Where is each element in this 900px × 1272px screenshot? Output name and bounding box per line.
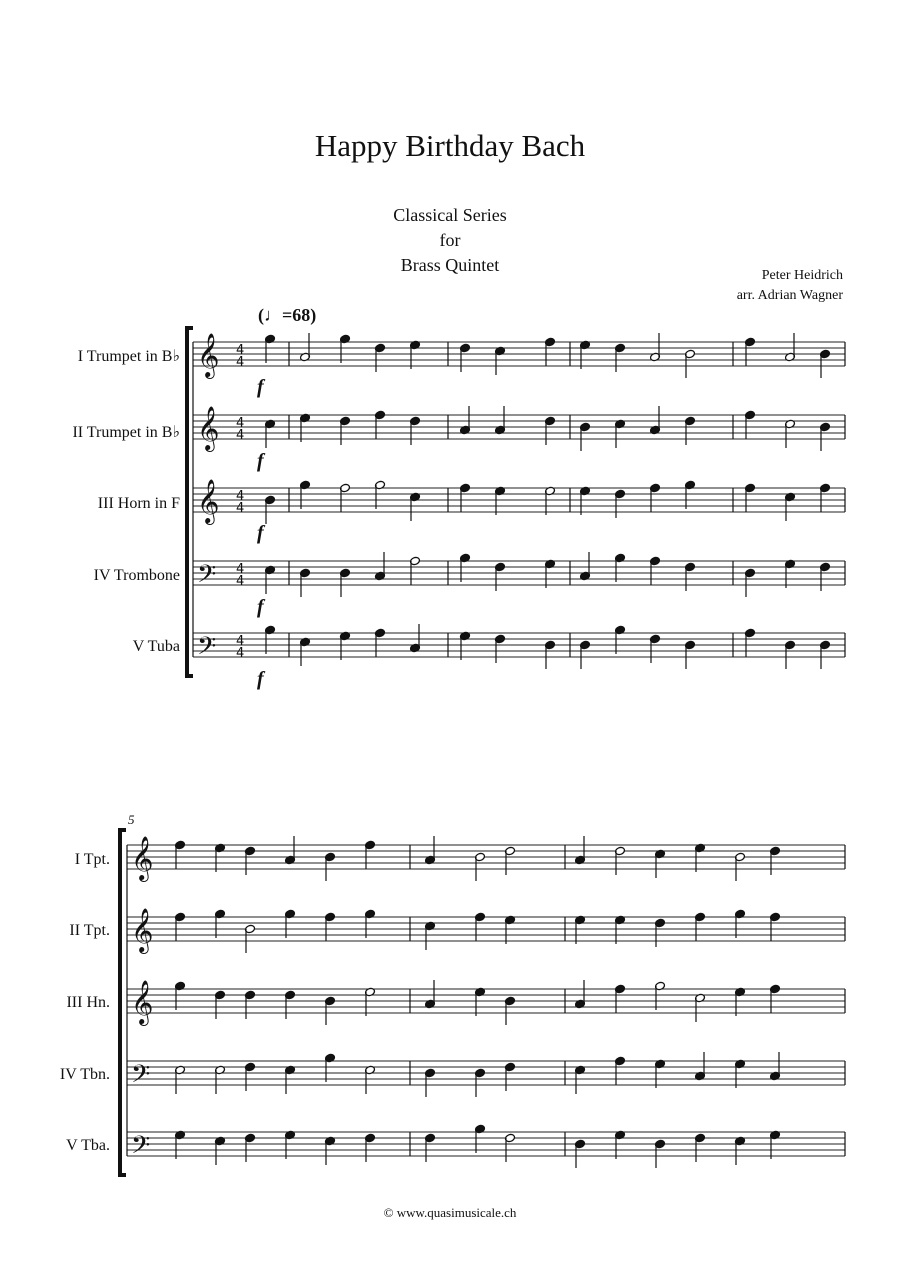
bass-clef: 𝄢 [197,632,217,667]
instrument-label-tuba-short: V Tba. [66,1137,110,1154]
instrument-label-trumpet-1: I Trumpet in B♭ [77,348,180,365]
time-signature: 4 [236,489,245,504]
instrument-label-trombone-short: IV Tbn. [59,1066,110,1083]
time-signature: 4 [236,343,245,358]
dynamic-marking: f [257,668,264,690]
footer-copyright: © www.quasimusicale.ch [383,1205,517,1220]
instrument-label-tuba: V Tuba [132,638,180,655]
dynamic-marking: f [257,376,264,398]
instrument-label-horn-short: III Hn. [66,994,110,1011]
time-signature: 4 [236,574,245,589]
treble-clef: 𝄞 [197,479,220,523]
subtitle-line-2: for [439,230,461,250]
treble-clef: 𝄞 [197,406,220,450]
system-bracket [187,328,193,676]
instrument-label-trombone: IV Trombone [93,567,180,584]
treble-clef: 𝄞 [197,333,220,377]
bass-clef: 𝄢 [197,560,217,595]
instrument-label-trumpet-1-short: I Tpt. [74,851,110,868]
treble-clef: 𝄞 [131,908,154,952]
treble-clef: 𝄞 [131,836,154,880]
subtitle-line-1: Classical Series [393,205,507,225]
system-bracket [120,830,126,1175]
dynamic-marking: f [257,596,264,618]
dynamic-marking: f [257,450,264,472]
bass-clef: 𝄢 [131,1060,151,1095]
time-signature: 4 [236,416,245,431]
composer: Peter Heidrich [761,268,843,283]
time-signature: 4 [236,501,245,516]
instrument-label-trumpet-2: II Trumpet in B♭ [72,424,180,441]
time-signature: 4 [236,355,245,370]
subtitle-line-3: Brass Quintet [400,255,500,275]
instrument-label-trumpet-2-short: II Tpt. [69,922,110,939]
time-signature: 4 [236,428,245,443]
treble-clef: 𝄞 [131,980,154,1024]
instrument-label-horn: III Horn in F [97,495,180,512]
tempo-marking: (♩=68) [258,305,317,325]
time-signature: 4 [236,646,245,661]
arranger: arr. Adrian Wagner [736,288,843,303]
dynamic-marking: f [257,522,264,544]
time-signature: 4 [236,634,245,649]
measure-number: 5 [128,812,135,827]
time-signature: 4 [236,562,245,577]
bass-clef: 𝄢 [131,1131,151,1166]
score-title: Happy Birthday Bach [314,128,586,163]
